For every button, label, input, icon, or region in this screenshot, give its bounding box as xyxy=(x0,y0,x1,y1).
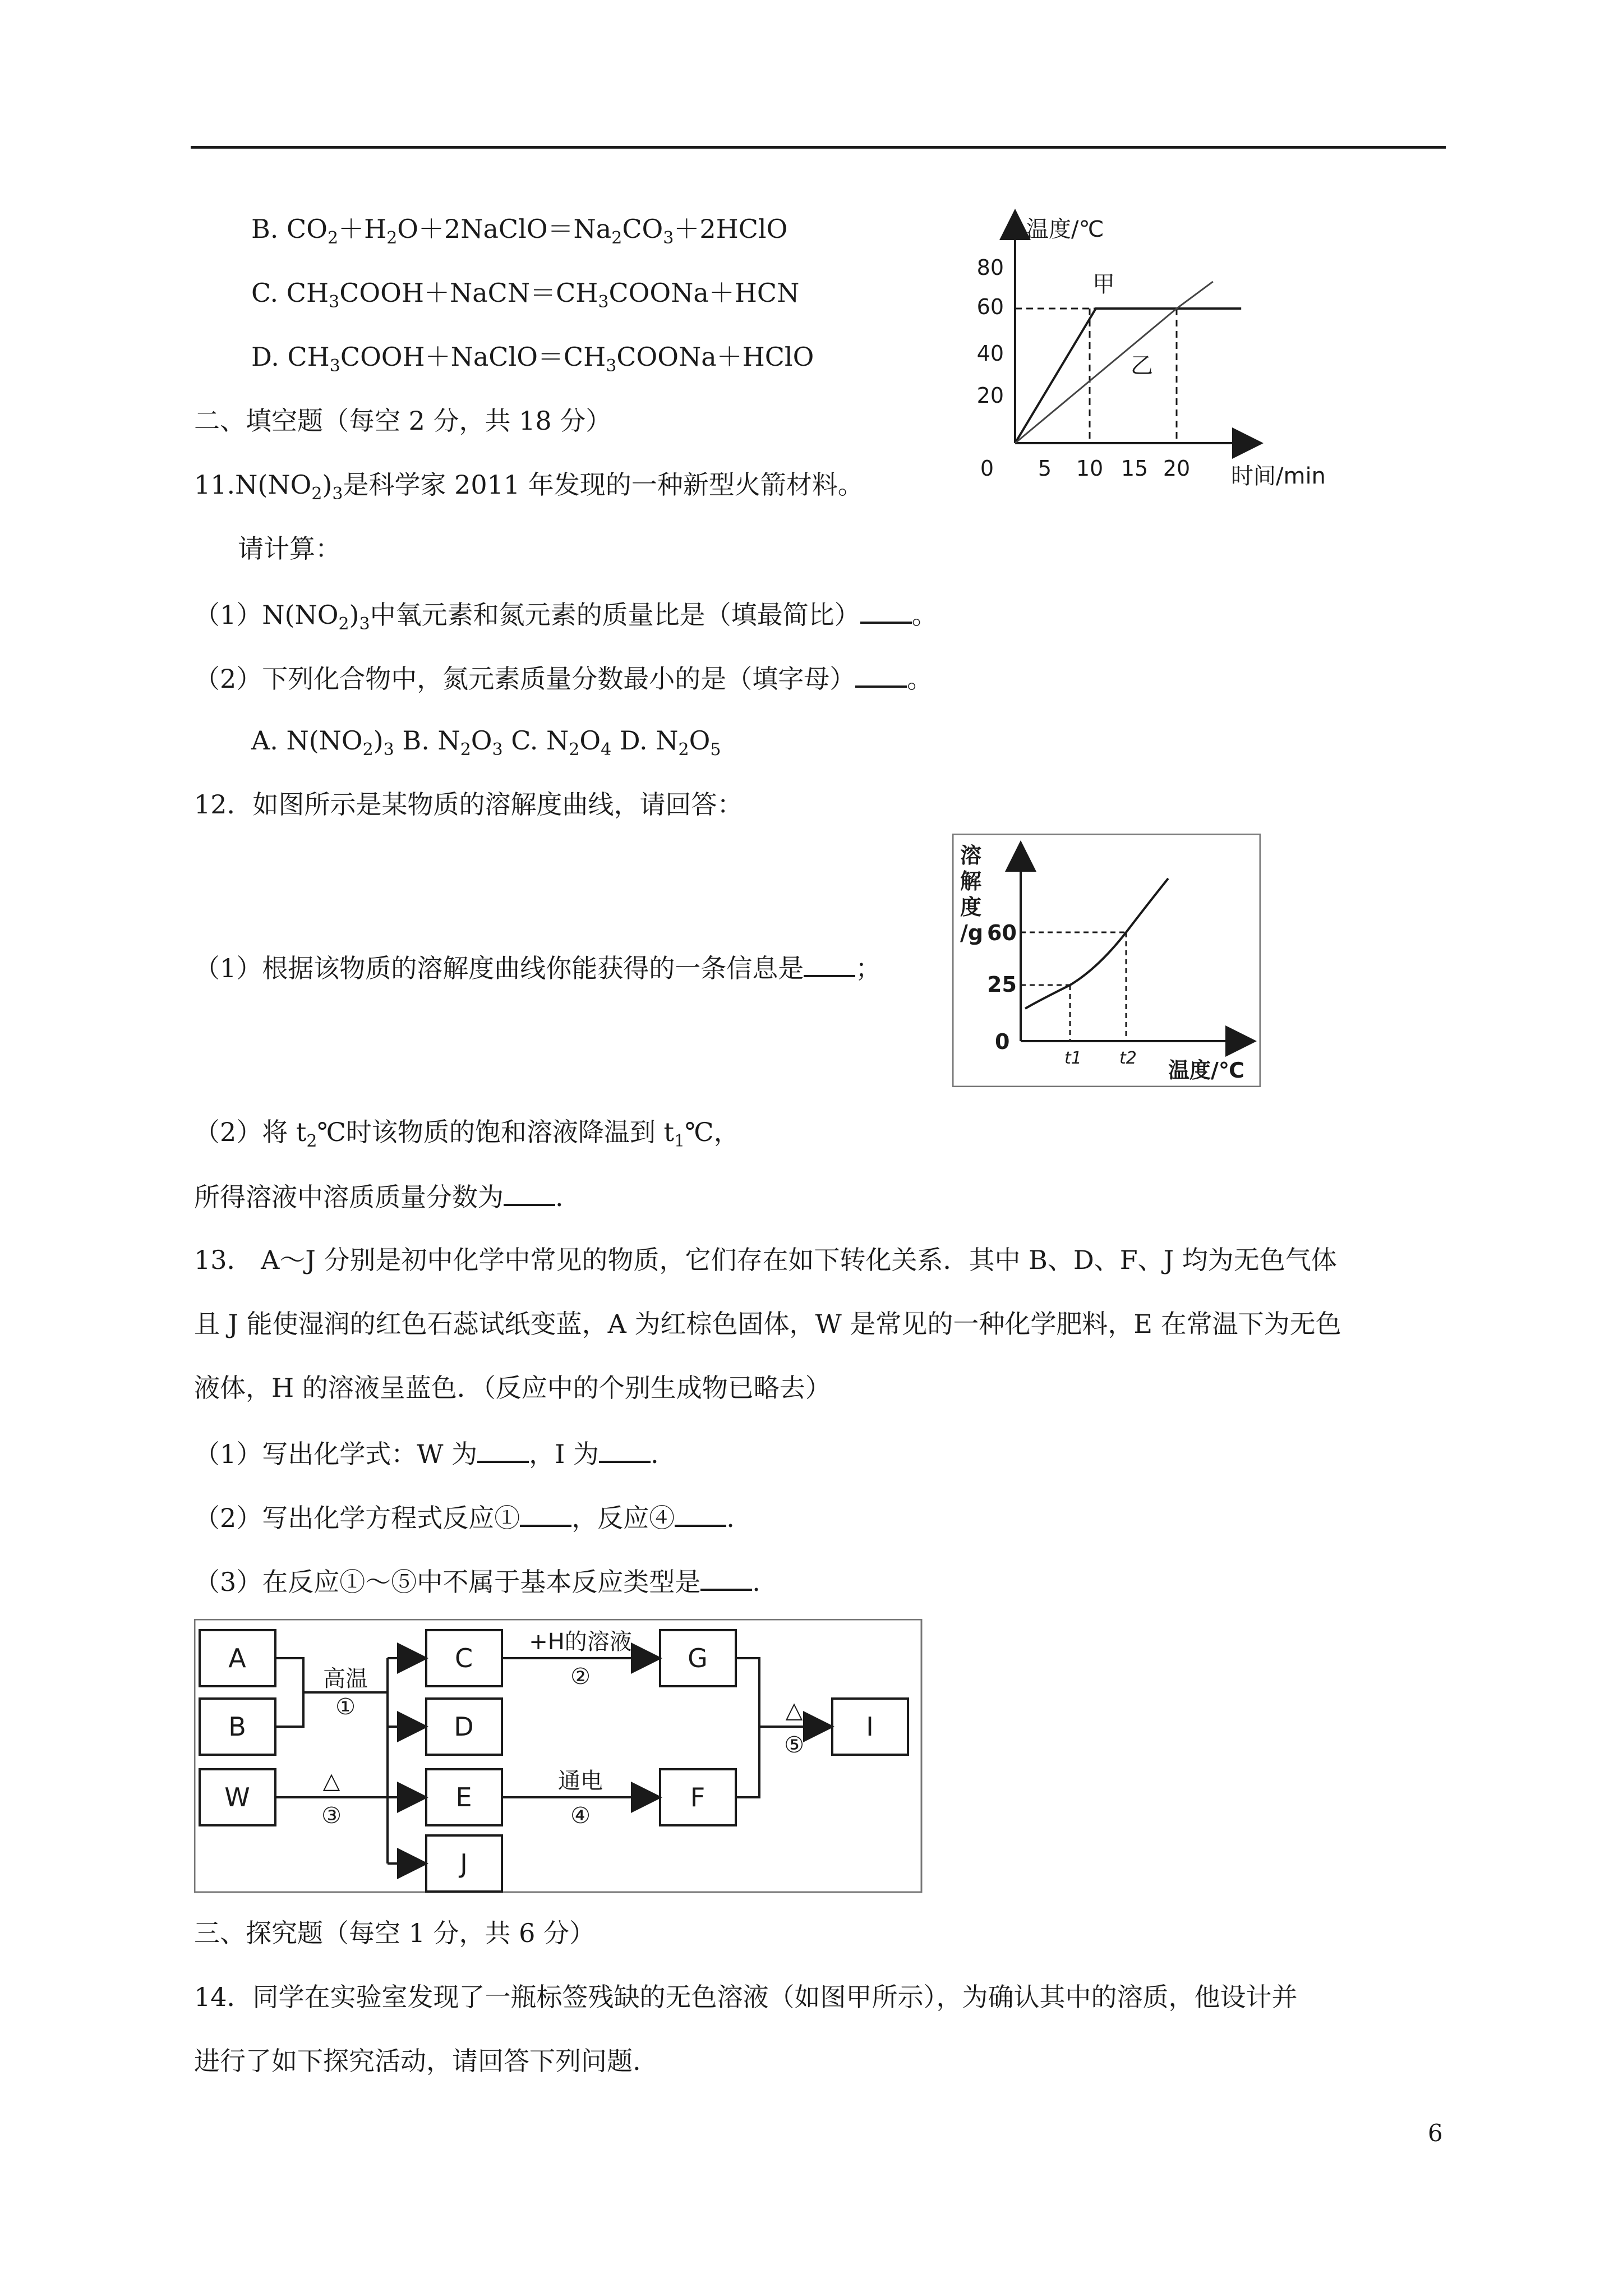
answer-blank[interactable] xyxy=(804,949,855,977)
delta-icon: △ xyxy=(322,1768,340,1794)
x-tick-label: t2 xyxy=(1119,1048,1137,1068)
answer-blank[interactable] xyxy=(477,1435,529,1463)
label-tongdian: 通电 xyxy=(558,1768,603,1794)
q14-line1: 14．同学在实验室发现了一瓶标签残缺的无色溶液（如图甲所示），为确认其中的溶质，他设计并 xyxy=(194,1982,1298,2012)
answer-blank[interactable] xyxy=(520,1499,571,1527)
answer-blank[interactable] xyxy=(855,660,907,688)
solubility-curve xyxy=(1025,878,1168,1009)
x-tick-label: 20 xyxy=(1163,456,1191,481)
label-gaowen: 高温 xyxy=(323,1666,368,1692)
label-reaction-1: ① xyxy=(335,1694,356,1720)
series-yi-label: 乙 xyxy=(1131,353,1153,379)
q13-sub2: （2）写出化学方程式反应① ，反应④ . xyxy=(194,1499,735,1535)
q11-part2: （2）下列化合物中，氮元素质量分数最小的是（填字母） 。 xyxy=(194,660,933,696)
x-tick-label: 15 xyxy=(1121,456,1149,481)
x-tick-label: 5 xyxy=(1038,456,1052,481)
box-j-label: J xyxy=(460,1848,468,1879)
series-jia-line xyxy=(1015,309,1241,443)
q13-sub3: （3）在反应①～⑤中不属于基本反应类型是 . xyxy=(194,1563,760,1599)
section3-heading: 三、探究题（每空 1 分，共 6 分） xyxy=(194,1918,596,1948)
y-tick-label: 80 xyxy=(976,255,1004,280)
q14-line2: 进行了如下探究活动，请回答下列问题. xyxy=(194,2046,641,2076)
label-reaction-2: ② xyxy=(570,1664,591,1690)
answer-blank[interactable] xyxy=(675,1499,726,1527)
x-tick-label: 10 xyxy=(1076,456,1104,481)
temperature-time-chart xyxy=(942,202,1368,505)
y-tick-label: 0 xyxy=(995,1029,1010,1054)
q13-line2: 且 J 能使湿润的红色石蕊试纸变蓝，A 为红棕色固体，W 是常见的一种化学肥料，E 在常温下为无色 xyxy=(194,1309,1341,1339)
label-reaction-5: ⑤ xyxy=(784,1732,804,1758)
y-tick-label: 60 xyxy=(987,921,1017,945)
x-axis-label: 温度/℃ xyxy=(1168,1058,1244,1083)
label-reaction-4: ④ xyxy=(570,1803,591,1829)
option-b: B. $CO_2+H_2O+2NaClO=Na_2CO_3+2HClO$ xyxy=(251,214,788,248)
series-yi-line xyxy=(1015,282,1213,443)
y-tick-label: 20 xyxy=(976,383,1004,408)
q11-intro: $11.N(NO_2)_3$是科学家 2011 年发现的一种新型火箭材料。 xyxy=(194,470,864,504)
box-e-label: E xyxy=(455,1782,472,1812)
q12-part2: （2）将 $t_2℃$时该物质的饱和溶液降温到 $t_1℃$， xyxy=(194,1117,740,1151)
q13-line1: 13． A～J 分别是初中化学中常见的物质，它们存在如下转化关系．其中 B、D、F、J 均为无色气体 xyxy=(194,1245,1337,1275)
x-tick-label: 0 xyxy=(980,456,994,481)
box-f-label: F xyxy=(690,1782,706,1812)
box-w-label: W xyxy=(224,1782,250,1812)
box-i-label: I xyxy=(866,1711,874,1742)
page-number: 6 xyxy=(1428,2119,1443,2147)
box-g-label: G xyxy=(688,1643,708,1673)
solubility-chart xyxy=(952,834,1261,1087)
answer-blank[interactable] xyxy=(860,596,912,624)
y-axis-label-char: /g xyxy=(960,921,984,945)
y-tick-label: 60 xyxy=(976,295,1004,319)
y-axis-label-char: 溶 xyxy=(960,843,982,868)
box-a-label: A xyxy=(228,1643,246,1673)
y-tick-label: 40 xyxy=(976,341,1004,366)
delta-icon: △ xyxy=(785,1697,803,1723)
q13-sub1: （1）写出化学式：W 为 ，I 为 . xyxy=(194,1435,659,1471)
answer-blank[interactable] xyxy=(700,1563,752,1591)
y-tick-label: 25 xyxy=(987,972,1017,997)
option-c: C. $CH_3COOH+NaCN=CH_3COONa+HCN$ xyxy=(251,278,800,312)
q12-part2b: 所得溶液中溶质质量分数为 . xyxy=(194,1178,564,1214)
q13-line3: 液体，H 的溶液呈蓝色．（反应中的个别生成物已略去） xyxy=(194,1373,831,1403)
q11-part1: $(1)N(NO_2)_3$中氧元素和氮元素的质量比是（填最简比） 。 xyxy=(194,596,938,641)
label-reaction-3: ③ xyxy=(321,1803,342,1829)
box-c-label: C xyxy=(454,1643,473,1673)
header-rule xyxy=(191,146,1446,149)
option-d: D. $CH_3COOH+NaClO=CH_3COONa+HClO$ xyxy=(251,342,814,376)
x-axis-label: 时间/min xyxy=(1231,463,1326,489)
section2-heading: 二、填空题（每空 2 分，共 18 分） xyxy=(194,406,612,436)
box-b-label: B xyxy=(228,1711,246,1742)
y-axis-label-char: 解 xyxy=(960,869,982,894)
answer-blank[interactable] xyxy=(599,1435,651,1463)
q12-intro: 12．如图所示是某物质的溶解度曲线，请回答： xyxy=(194,789,743,820)
y-axis-label-char: 度 xyxy=(960,895,982,919)
x-tick-label: t1 xyxy=(1064,1048,1082,1068)
q11-ask: 请计算： xyxy=(238,533,341,564)
q11-choices: A. $N(NO_2)_3$ B. $N_2O_3$ C. $N_2O_4$ D. $N_2O_5$ xyxy=(251,725,721,760)
box-d-label: D xyxy=(454,1711,474,1742)
q12-part1: （1）根据该物质的溶解度曲线你能获得的一条信息是 ； xyxy=(194,949,881,985)
y-axis-label: 温度/℃ xyxy=(1026,217,1104,242)
answer-blank[interactable] xyxy=(504,1178,555,1206)
series-jia-label: 甲 xyxy=(1092,272,1115,297)
conversion-flow-diagram xyxy=(194,1619,923,1894)
label-h-solution: +H的溶液 xyxy=(529,1629,632,1655)
